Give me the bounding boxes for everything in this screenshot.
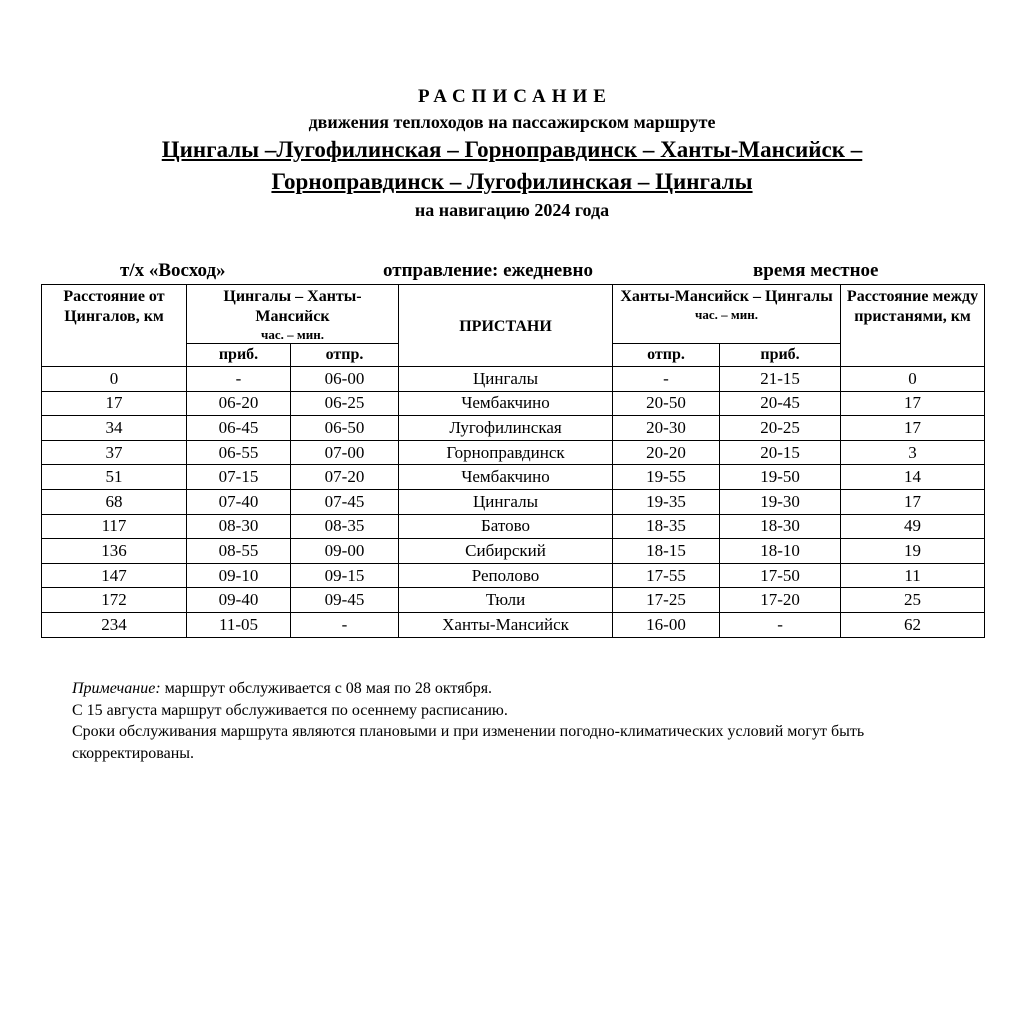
direction-2-title: Ханты-Мансийск – Цингалы [620,288,833,305]
distance-between-cell: 17 [841,489,985,514]
arrival-2-cell: 17-20 [720,588,841,613]
departure-1-cell: 09-45 [291,588,399,613]
distance-from-cell: 234 [42,612,187,637]
table-row [42,465,985,490]
distance-from-cell: 147 [42,563,187,588]
arrival-2-cell: 18-10 [720,539,841,564]
direction-2-units: час. – мин. [695,307,758,322]
note-line-2: С 15 августа маршрут обслуживается по осеннему расписанию. [72,701,508,719]
table-row [42,489,985,514]
document-subtitle: движения теплоходов на пассажирском маршруте [308,112,716,132]
distance-between-cell: 62 [841,612,985,637]
arrival-1-cell: 08-55 [187,539,291,564]
distance-from-cell: 117 [42,514,187,539]
pier-name-cell: Сибирский [399,539,613,564]
arrival-1-cell: 08-30 [187,514,291,539]
distance-between-cell: 49 [841,514,985,539]
distance-between-cell: 17 [841,391,985,416]
navigation-season: на навигацию 2024 года [414,200,610,220]
distance-from-cell: 136 [42,539,187,564]
arrival-2-cell: 17-50 [720,563,841,588]
departure-frequency: отправление: ежедневно [383,260,593,281]
arrival-1-cell: 06-45 [187,416,291,441]
arrival-1-cell: 11-05 [187,612,291,637]
distance-between-cell: 19 [841,539,985,564]
header-direction-1 [187,285,399,344]
departure-1-cell: 07-00 [291,440,399,465]
arrival-2-cell: 20-15 [720,440,841,465]
departure-2-cell: - [613,367,720,392]
departure-1-cell: 07-45 [291,489,399,514]
table-row [42,367,985,392]
pier-name-cell: Тюли [399,588,613,613]
arrival-2-cell: 19-30 [720,489,841,514]
distance-between-cell: 25 [841,588,985,613]
pier-name-cell: Цингалы [399,489,613,514]
distance-from-cell: 37 [42,440,187,465]
header-arr-1: приб. [187,344,291,367]
time-zone-note: время местное [753,260,879,281]
note-line-3: Сроки обслуживания маршрута являются плановыми и при изменении погодно-климатических условий могут быть скорректированы. [72,723,865,762]
pier-name-cell: Ханты-Мансийск [399,612,613,637]
departure-1-cell: 08-35 [291,514,399,539]
table-row [42,391,985,416]
arrival-1-cell: - [187,367,291,392]
departure-2-cell: 19-35 [613,489,720,514]
pier-name-cell: Батово [399,514,613,539]
table-row [42,588,985,613]
arrival-1-cell: 07-15 [187,465,291,490]
table-row [42,563,985,588]
arrival-1-cell: 07-40 [187,489,291,514]
departure-1-cell: 09-15 [291,563,399,588]
departure-2-cell: 17-55 [613,563,720,588]
pier-name-cell: Лугофилинская [399,416,613,441]
departure-2-cell: 20-50 [613,391,720,416]
document-header [0,84,1024,222]
header-dep-2: отпр. [613,344,720,367]
direction-1-units: час. – мин. [261,327,324,342]
distance-between-cell: 14 [841,465,985,490]
table-row [42,416,985,441]
header-distance-from: Расстояние от Цингалов, км [42,285,187,367]
departure-2-cell: 18-15 [613,539,720,564]
notes-section [72,678,952,764]
departure-1-cell: 06-25 [291,391,399,416]
departure-2-cell: 18-35 [613,514,720,539]
header-distance-between: Расстояние между пристанями, км [841,285,985,367]
arrival-1-cell: 09-40 [187,588,291,613]
arrival-1-cell: 06-55 [187,440,291,465]
distance-between-cell: 3 [841,440,985,465]
header-dep-1: отпр. [291,344,399,367]
table-row [42,514,985,539]
note-text-1: маршрут обслуживается с 08 мая по 28 октября. [160,680,493,697]
arrival-2-cell: - [720,612,841,637]
note-line-1 [72,678,952,700]
schedule-table [41,284,985,638]
distance-from-cell: 68 [42,489,187,514]
arrival-2-cell: 20-25 [720,416,841,441]
route-line-2: Горноправдинск – Лугофилинская – Цингалы [271,169,753,194]
document-title: РАСПИСАНИЕ [418,86,612,107]
departure-1-cell: - [291,612,399,637]
distance-between-cell: 11 [841,563,985,588]
vessel-name: т/х «Восход» [120,260,226,281]
distance-between-cell: 17 [841,416,985,441]
departure-2-cell: 20-30 [613,416,720,441]
arrival-2-cell: 20-45 [720,391,841,416]
distance-from-cell: 51 [42,465,187,490]
note-label: Примечание: [72,680,161,697]
table-row [42,612,985,637]
table-row [42,440,985,465]
departure-2-cell: 20-20 [613,440,720,465]
pier-name-cell: Чембакчино [399,391,613,416]
distance-from-cell: 17 [42,391,187,416]
table-row [42,539,985,564]
departure-2-cell: 17-25 [613,588,720,613]
distance-from-cell: 172 [42,588,187,613]
arrival-2-cell: 19-50 [720,465,841,490]
departure-1-cell: 06-00 [291,367,399,392]
arrival-2-cell: 18-30 [720,514,841,539]
arrival-1-cell: 06-20 [187,391,291,416]
departure-1-cell: 07-20 [291,465,399,490]
direction-1-title: Цингалы – Ханты-Мансийск [223,288,362,325]
header-piers: ПРИСТАНИ [399,285,613,367]
departure-2-cell: 19-55 [613,465,720,490]
arrival-2-cell: 21-15 [720,367,841,392]
departure-2-cell: 16-00 [613,612,720,637]
pier-name-cell: Цингалы [399,367,613,392]
route-line-1: Цингалы –Лугофилинская – Горноправдинск – Ханты-Мансийск – [161,137,863,162]
header-arr-2: приб. [720,344,841,367]
distance-between-cell: 0 [841,367,985,392]
arrival-1-cell: 09-10 [187,563,291,588]
distance-from-cell: 0 [42,367,187,392]
header-direction-2 [613,285,841,344]
departure-1-cell: 09-00 [291,539,399,564]
departure-1-cell: 06-50 [291,416,399,441]
pier-name-cell: Горноправдинск [399,440,613,465]
distance-from-cell: 34 [42,416,187,441]
pier-name-cell: Реполово [399,563,613,588]
pier-name-cell: Чембакчино [399,465,613,490]
